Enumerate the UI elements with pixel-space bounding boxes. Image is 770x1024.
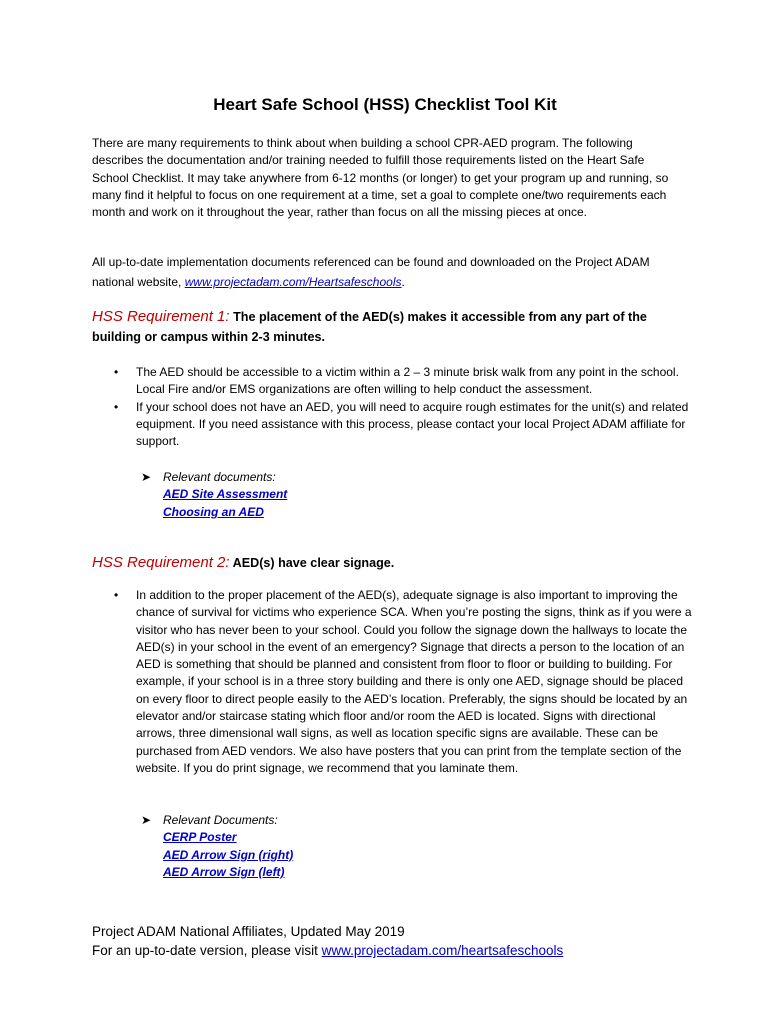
arrow-bullet-icon: ➤ [141,470,152,484]
requirement-1-label: HSS Requirement 1: [92,308,230,325]
requirement-1-documents [141,469,563,521]
documents-label: Relevant documents: [163,470,276,484]
list-item: • If your school does not have an AED, you will need to acquire rough estimates for the unit(s) and related equipment. If you need assistance with this process, please contact your local Project ADAM affiliate for support. [92,399,692,451]
requirement-2-text: AED(s) have clear signage. [232,556,395,570]
doc-link-choosing-an-aed[interactable]: Choosing an AED [163,504,264,519]
requirement-2-bullets [92,587,692,777]
intro-paragraph: There are many requirements to think about when building a school CPR-AED program. The following describes the documentation and/or training needed to fulfill those requirements listed on the Heart Safe School Checklist. It may take anywhere from 6-12 months (or longer) to get your program up and running, so many find it helpful to focus on one requirement at a time, set a goal to complete one/two requirements each month and work on it throughout the year, rather than focus on all the missing pieces at once. [92,136,669,220]
doc-link-aed-arrow-sign-left[interactable]: AED Arrow Sign (left) [163,864,285,879]
docs-note-period: . [401,275,405,289]
website-link[interactable]: www.projectadam.com/Heartsafeschools [184,275,402,289]
footer-link[interactable]: www.projectadam.com/heartsafeschools [321,943,564,958]
list-item: • The AED should be accessible to a victim within a 2 – 3 minute brisk walk from any point in the school. Local Fire and/or EMS organizations are often willing to help conduct the assessment. [92,364,692,399]
footer-updated: Project ADAM National Affiliates, Updated May 2019 [92,924,405,939]
page-title: Heart Safe School (HSS) Checklist Tool Kit [213,95,557,114]
doc-link-aed-arrow-sign-right[interactable]: AED Arrow Sign (right) [163,847,294,862]
footer-version-line [92,941,692,960]
requirement-2-documents [141,812,563,881]
page-footer [92,922,692,960]
requirement-1-bullets [92,364,692,450]
doc-link-cerp-poster[interactable]: CERP Poster [163,830,237,845]
requirement-2-label: HSS Requirement 2: [92,554,230,571]
docs-note-paragraph [92,252,684,292]
list-item: • In addition to the proper placement of the AED(s), adequate signage is also important to improving the chance of survival for victims who experience SCA. When you’re posting the signs, think as if you were a visitor who has never been to your school. Could you follow the signage down the hallways to locate the AED(s) in your school in the event of an emergency? Signage that directs a person to the location of an AED is something that should be planned and consistent from floor to floor or building to building. For example, if your school is in a three story building and there is only one AED, signage should be placed on every floor to direct people easily to the AED’s location. Preferably, the signs should be located by an elevator and/or staircase stating which floor and/or room the AED is located. Signs with directional arrows, three dimensional wall signs, as well as location specific signs are available. These can be purchased from AED vendors. We also have posters that you can print from the template section of the website. If you do print signage, we recommend that you laminate them. [92,587,692,777]
requirement-1-heading [92,307,692,347]
requirement-2-heading [92,553,692,573]
docs-note-text: All up-to-date implementation documents referenced can be found and downloaded on the Project ADAM national website, [92,255,650,289]
requirement-1-text: The placement of the AED(s) makes it accessible from any part of the building or campus within 2-3 minutes. [92,310,647,344]
documents-label: Relevant Documents: [163,813,278,827]
footer-version-text: For an up-to-date version, please visit [92,943,322,958]
doc-link-aed-site-assessment[interactable]: AED Site Assessment [163,487,288,502]
arrow-bullet-icon: ➤ [141,813,152,827]
